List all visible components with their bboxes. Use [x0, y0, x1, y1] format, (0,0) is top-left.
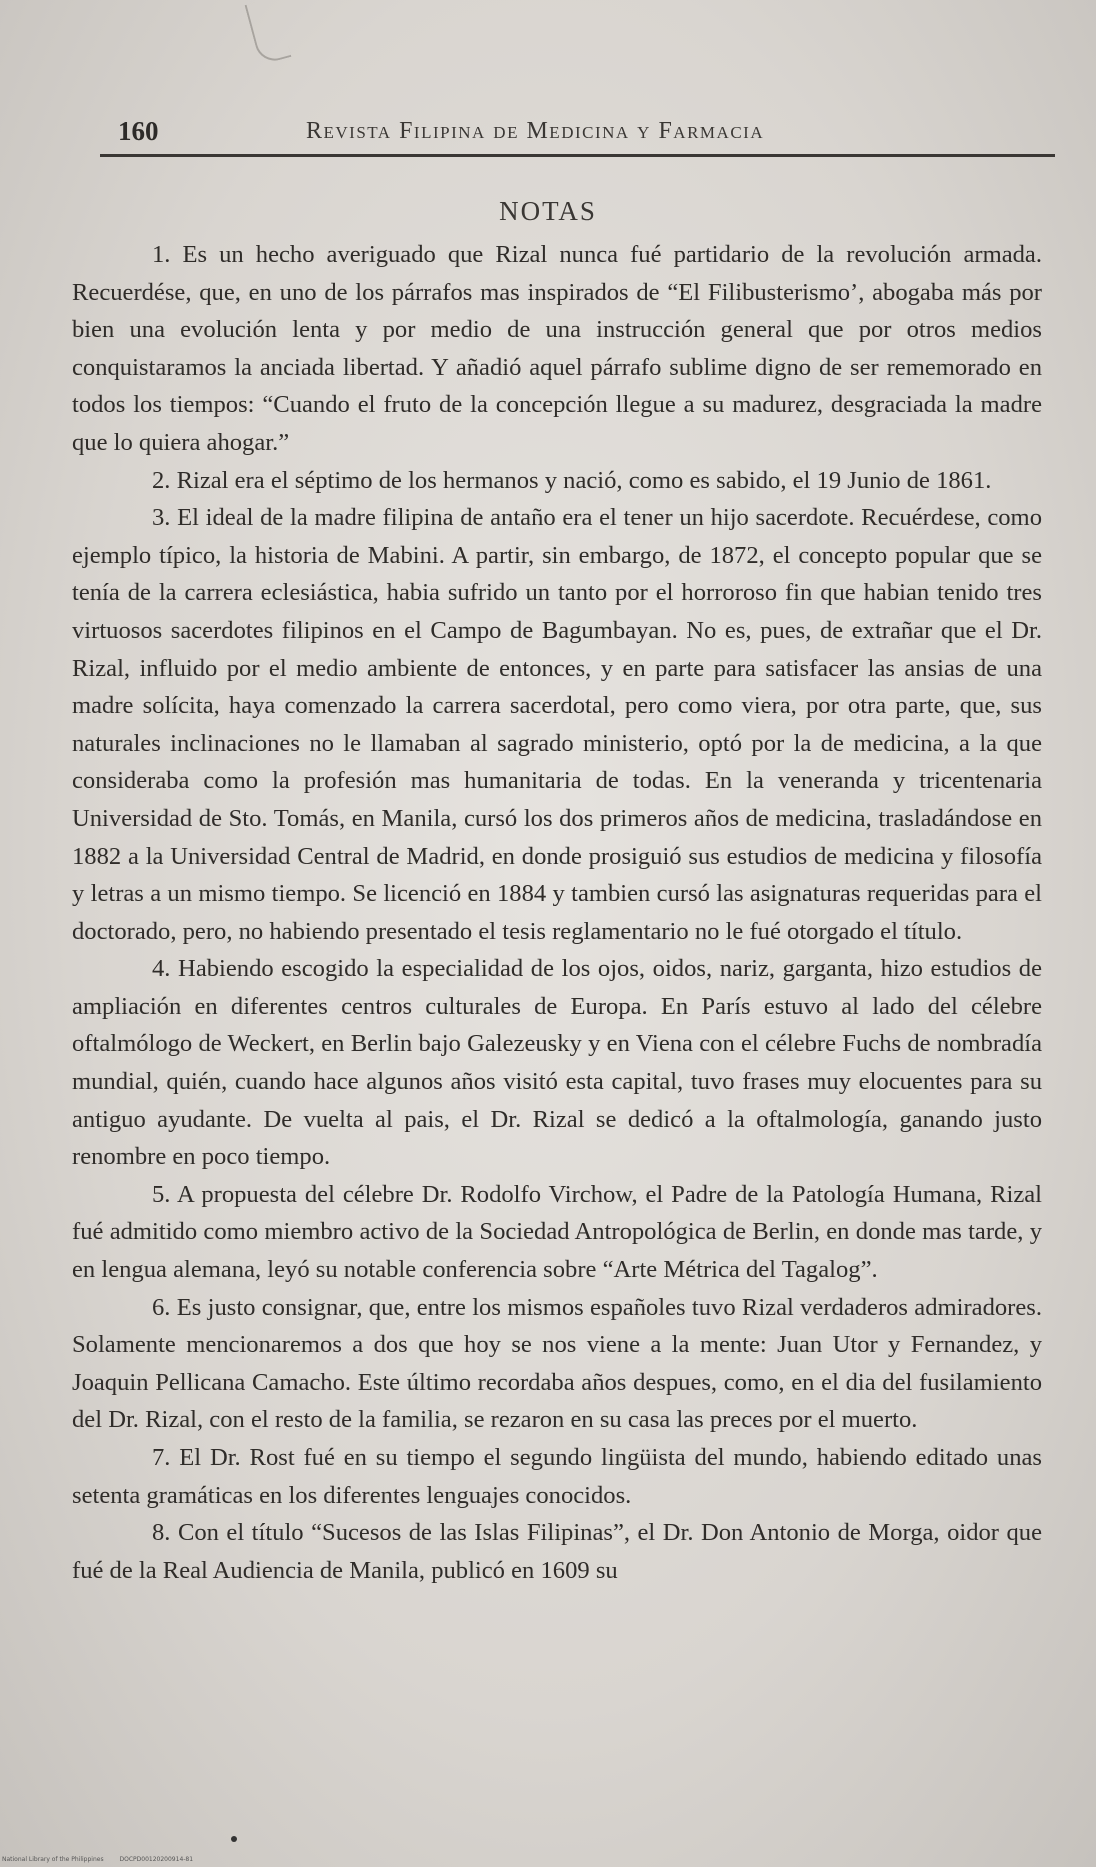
note-8: 8. Con el título “Sucesos de las Islas Filipinas”, el Dr. Don Antonio de Morga, oidor que fué de la Real Audiencia de Manila, publicó en 1609 su — [72, 1519, 1042, 1584]
note-1: 1. Es un hecho averiguado que Rizal nunca fué partidario de la revolución armada. Recuerdése, que, en uno de los párrafos mas inspirados de “El Filibusterismo’, abogaba más por bien una evolución lenta y por medio de una instrucción general que por otros medios conquistaramos la anciada libertad. Y añadió aquel párrafo sublime digno de ser rememorado en todos los tiempos: “Cuando el fruto de la concepción llegue a su madurez, desgraciada la madre que lo quiera ahogar.” — [72, 241, 1042, 456]
scan-footer — [0, 1853, 1096, 1867]
footer-library: National Library of the Philippines — [2, 1856, 104, 1863]
page-header — [100, 116, 1000, 156]
header-rule — [100, 154, 1055, 157]
page-number: 160 — [118, 116, 159, 146]
note-5: 5. A propuesta del célebre Dr. Rodolfo Virchow, el Padre de la Patología Humana, Rizal fué admitido como miembro activo de la Sociedad Antropológica de Berlin, en donde mas tarde, y en lengua alemana, leyó su notable conferencia sobre “Arte Métrica del Tagalog”. — [72, 1180, 1042, 1284]
section-title: NOTAS — [499, 196, 597, 226]
footer-code: DOCPD00120200914-81 — [119, 1856, 194, 1863]
ink-dot — [231, 1836, 237, 1842]
running-title: Revista Filipina de Medicina y Farmacia — [306, 118, 765, 144]
note-7: 7. El Dr. Rost fué en su tiempo el segundo lingüista del mundo, habiendo editado unas setenta gramáticas en los diferentes lenguajes conocidos. — [72, 1444, 1042, 1509]
note-6: 6. Es justo consignar, que, entre los mismos españoles tuvo Rizal verdaderos admiradores. Solamente mencionaremos a dos que hoy se nos viene a la mente: Juan Utor y Fernandez, y Joaquin Pellicana Camacho. Este último recordaba años despues, como, en el dia del fusilamiento del Dr. Rizal, con el resto de la familia, se rezaron en su casa las preces por el muerto. — [72, 1293, 1042, 1434]
note-3: 3. El ideal de la madre filipina de antaño era el tener un hijo sacerdote. Recuérdese, como ejemplo típico, la historia de Mabini. A partir, sin embargo, de 1872, el concepto popular que se tenía de la carrera eclesiástica, habia sufrido un tanto por el horroroso fin que habian tenido tres virtuosos sacerdotes filipinos en el Campo de Bagumbayan. No es, pues, de extrañar que el Dr. Rizal, influido por el medio ambiente de entonces, y en parte para satisfacer las ansias de una madre solícita, haya comenzado la carrera sacerdotal, pero como viera, por otra parte, que, sus naturales inclinaciones no le llamaban al sagrado ministerio, optó por la de medicina, a la que consideraba como la profesión mas humanitaria de todas. En la veneranda y tricentenaria Universidad de Sto. Tomás, en Manila, cursó los dos primeros años de medicina, trasladándose en 1882 a la Universidad Central de Madrid, en donde prosiguió sus estudios de medicina y filosofía y letras a un mismo tiempo. Se licenció en 1884 y tambien cursó las asignaturas requeridas para el doctorado, pero, no habiendo presentado el tesis reglamentario no le fué otorgado el título. — [72, 504, 1042, 945]
note-4: 4. Habiendo escogido la especialidad de los ojos, oidos, nariz, garganta, hizo estudios de ampliación en diferentes centros culturales de Europa. En París estuvo al lado del célebre oftalmólogo de Weckert, en Berlin bajo Galezeusky y en Viena con el célebre Fuchs de nombradía mundial, quién, cuando hace algunos años visitó esta capital, tuvo frases muy elocuentes para su antiguo ayudante. De vuelta al pais, el Dr. Rizal se dedicó a la oftalmología, ganando justo renombre en poco tiempo. — [72, 955, 1042, 1171]
note-2: 2. Rizal era el séptimo de los hermanos y nació, como es sabido, el 19 Junio de 1861. — [152, 466, 992, 494]
ink-mark — [245, 0, 292, 65]
notes-body — [72, 236, 1042, 1589]
